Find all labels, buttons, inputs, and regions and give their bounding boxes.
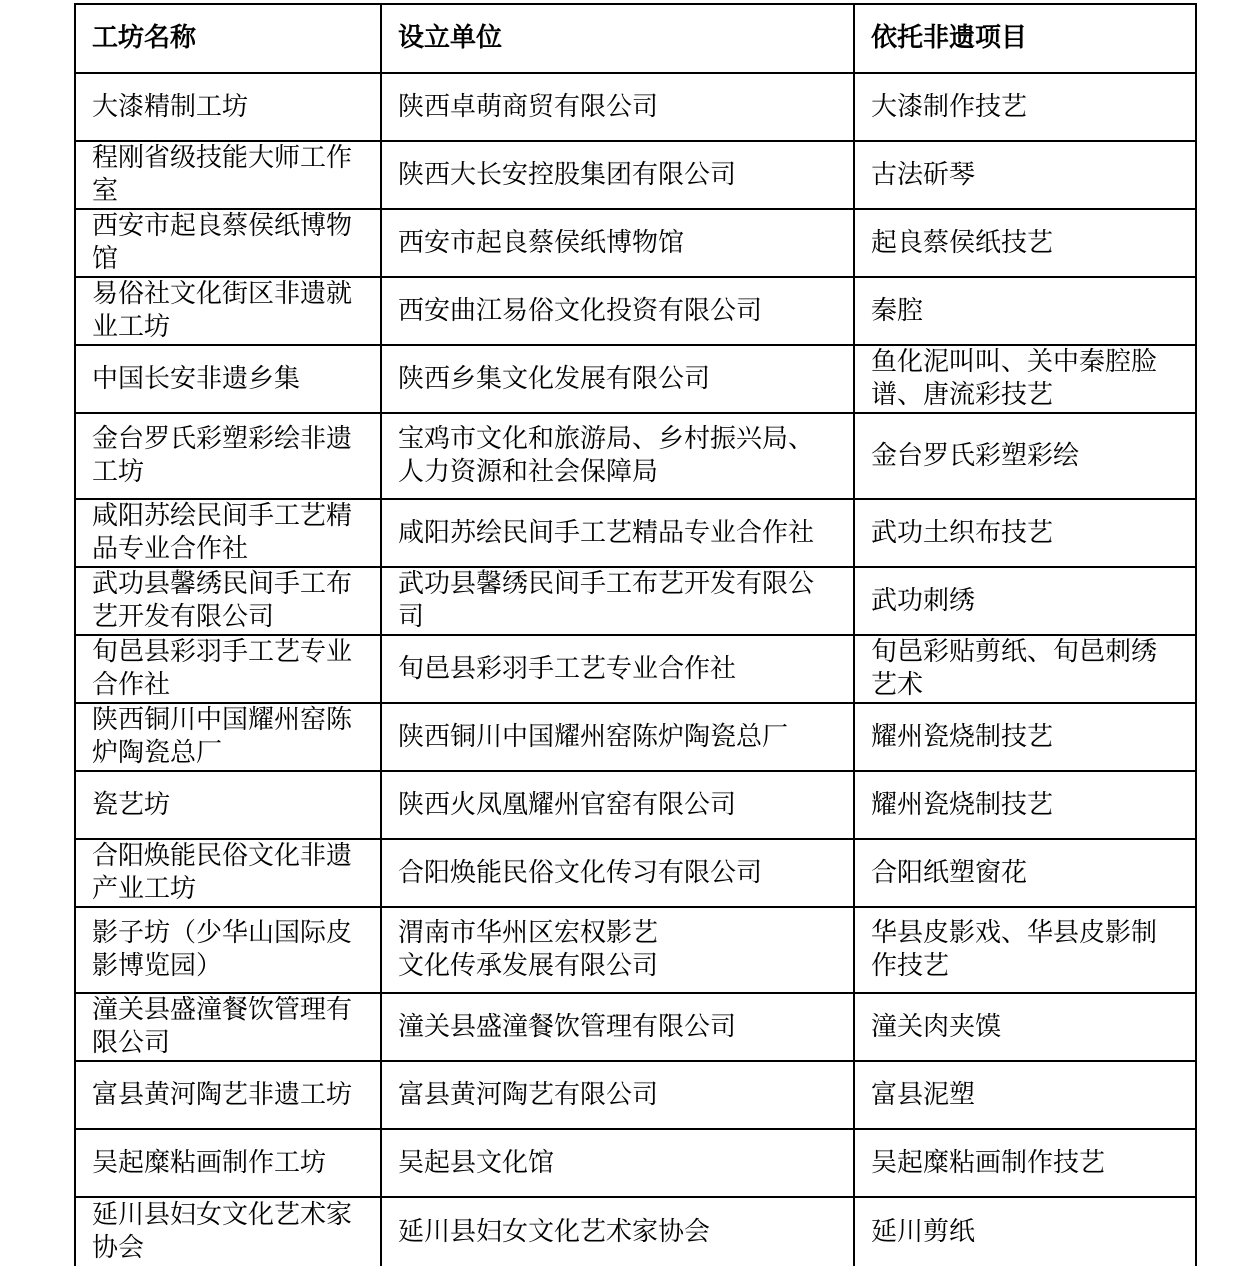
table-row: [75, 345, 1196, 413]
header-heritage-project: 依托非遗项目: [854, 4, 1196, 73]
table-row: [75, 1129, 1196, 1197]
table-row: [75, 413, 1196, 499]
table-row: [75, 277, 1196, 345]
cell-heritage-project: 延川剪纸: [854, 1197, 1196, 1266]
table-row: [75, 1061, 1196, 1129]
cell-establishing-unit: 陕西火凤凰耀州官窑有限公司: [381, 771, 854, 839]
cell-workshop-name: 武功县馨绣民间手工布艺开发有限公司: [75, 567, 381, 635]
cell-establishing-unit: 咸阳苏绘民间手工艺精品专业合作社: [381, 499, 854, 567]
table-row: [75, 209, 1196, 277]
cell-heritage-project: 古法斫琴: [854, 141, 1196, 209]
table-row: [75, 499, 1196, 567]
cell-establishing-unit: 陕西乡集文化发展有限公司: [381, 345, 854, 413]
table-row: [75, 907, 1196, 993]
cell-heritage-project: 武功刺绣: [854, 567, 1196, 635]
cell-establishing-unit: 陕西铜川中国耀州窑陈炉陶瓷总厂: [381, 703, 854, 771]
table-row: [75, 703, 1196, 771]
cell-workshop-name: 吴起糜粘画制作工坊: [75, 1129, 381, 1197]
cell-establishing-unit: 陕西大长安控股集团有限公司: [381, 141, 854, 209]
cell-establishing-unit: 宝鸡市文化和旅游局、乡村振兴局、人力资源和社会保障局: [381, 413, 854, 499]
cell-heritage-project: 起良蔡侯纸技艺: [854, 209, 1196, 277]
cell-establishing-unit: 渭南市华州区宏权影艺 文化传承发展有限公司: [381, 907, 854, 993]
table-row: [75, 635, 1196, 703]
cell-establishing-unit: 西安市起良蔡侯纸博物馆: [381, 209, 854, 277]
cell-workshop-name: 易俗社文化街区非遗就业工坊: [75, 277, 381, 345]
cell-heritage-project: 吴起糜粘画制作技艺: [854, 1129, 1196, 1197]
cell-heritage-project: 华县皮影戏、华县皮影制作技艺: [854, 907, 1196, 993]
cell-heritage-project: 合阳纸塑窗花: [854, 839, 1196, 907]
cell-heritage-project: 潼关肉夹馍: [854, 993, 1196, 1061]
cell-workshop-name: 中国长安非遗乡集: [75, 345, 381, 413]
cell-establishing-unit: 吴起县文化馆: [381, 1129, 854, 1197]
cell-workshop-name: 陕西铜川中国耀州窑陈炉陶瓷总厂: [75, 703, 381, 771]
cell-heritage-project: 旬邑彩贴剪纸、旬邑刺绣艺术: [854, 635, 1196, 703]
cell-workshop-name: 瓷艺坊: [75, 771, 381, 839]
cell-workshop-name: 潼关县盛潼餐饮管理有限公司: [75, 993, 381, 1061]
cell-establishing-unit: 延川县妇女文化艺术家协会: [381, 1197, 854, 1266]
table-row: [75, 73, 1196, 141]
cell-heritage-project: 耀州瓷烧制技艺: [854, 703, 1196, 771]
cell-heritage-project: 武功土织布技艺: [854, 499, 1196, 567]
heritage-workshop-table: [74, 3, 1197, 1266]
table-row: [75, 1197, 1196, 1266]
table-header-row: [75, 4, 1196, 73]
cell-heritage-project: 金台罗氏彩塑彩绘: [854, 413, 1196, 499]
cell-establishing-unit: 潼关县盛潼餐饮管理有限公司: [381, 993, 854, 1061]
table-row: [75, 771, 1196, 839]
cell-establishing-unit: 合阳焕能民俗文化传习有限公司: [381, 839, 854, 907]
table-row: [75, 993, 1196, 1061]
cell-heritage-project: 大漆制作技艺: [854, 73, 1196, 141]
table-row: [75, 567, 1196, 635]
cell-heritage-project: 鱼化泥叫叫、关中秦腔脸谱、唐流彩技艺: [854, 345, 1196, 413]
cell-workshop-name: 咸阳苏绘民间手工艺精品专业合作社: [75, 499, 381, 567]
cell-establishing-unit: 陕西卓萌商贸有限公司: [381, 73, 854, 141]
cell-workshop-name: 旬邑县彩羽手工艺专业合作社: [75, 635, 381, 703]
cell-establishing-unit: 西安曲江易俗文化投资有限公司: [381, 277, 854, 345]
cell-workshop-name: 程刚省级技能大师工作室: [75, 141, 381, 209]
header-establishing-unit: 设立单位: [381, 4, 854, 73]
table-row: [75, 141, 1196, 209]
table-row: [75, 839, 1196, 907]
cell-workshop-name: 富县黄河陶艺非遗工坊: [75, 1061, 381, 1129]
cell-heritage-project: 富县泥塑: [854, 1061, 1196, 1129]
cell-heritage-project: 秦腔: [854, 277, 1196, 345]
cell-heritage-project: 耀州瓷烧制技艺: [854, 771, 1196, 839]
cell-establishing-unit: 武功县馨绣民间手工布艺开发有限公司: [381, 567, 854, 635]
header-workshop-name: 工坊名称: [75, 4, 381, 73]
cell-establishing-unit: 旬邑县彩羽手工艺专业合作社: [381, 635, 854, 703]
cell-workshop-name: 延川县妇女文化艺术家协会: [75, 1197, 381, 1266]
cell-workshop-name: 金台罗氏彩塑彩绘非遗工坊: [75, 413, 381, 499]
cell-workshop-name: 西安市起良蔡侯纸博物馆: [75, 209, 381, 277]
cell-workshop-name: 合阳焕能民俗文化非遗产业工坊: [75, 839, 381, 907]
cell-establishing-unit: 富县黄河陶艺有限公司: [381, 1061, 854, 1129]
cell-workshop-name: 影子坊（少华山国际皮影博览园）: [75, 907, 381, 993]
cell-workshop-name: 大漆精制工坊: [75, 73, 381, 141]
